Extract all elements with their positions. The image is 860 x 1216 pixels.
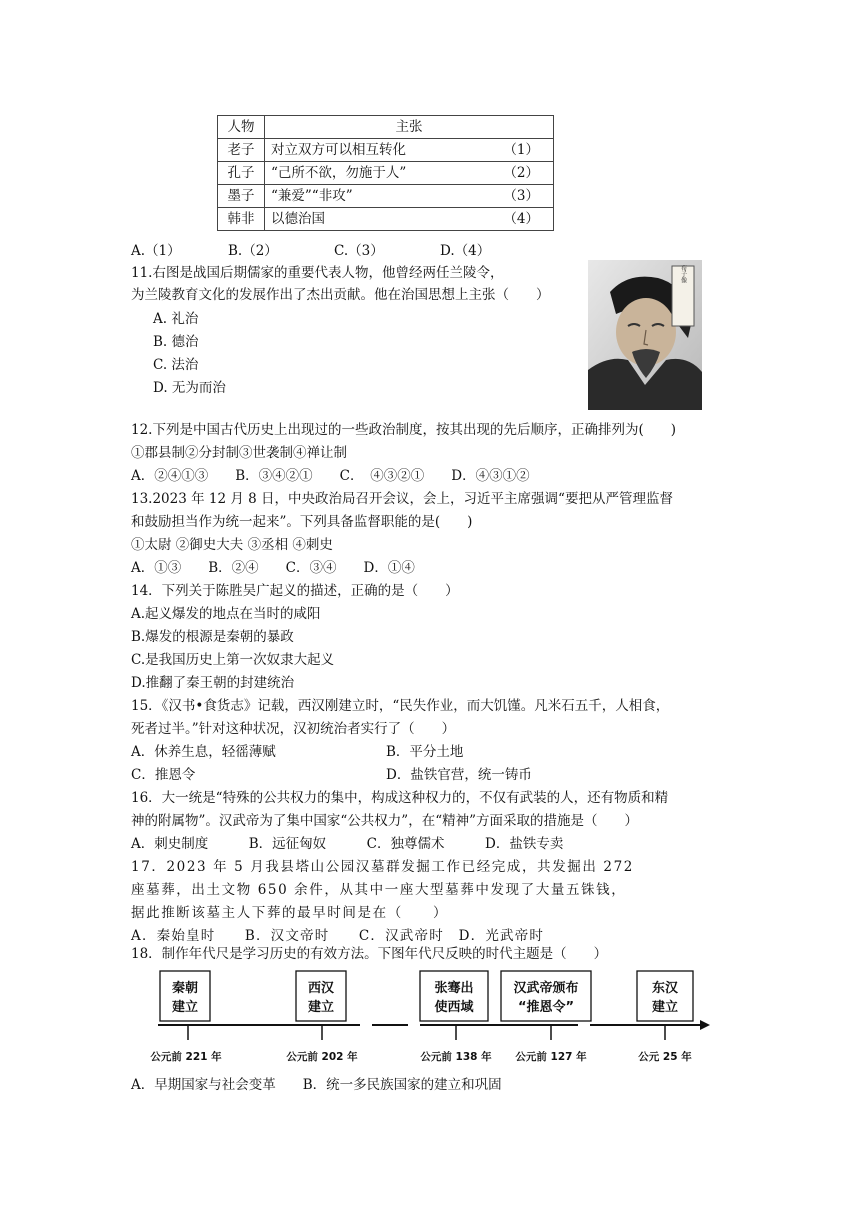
q15-option-a: A．休养生息，轻徭薄赋 (131, 744, 276, 760)
q17-stem: 17．2023 年 5 月我县塔山公园汉墓群发掘工作已经完成，共发掘出 272 (131, 859, 634, 875)
table-row (218, 185, 554, 208)
table-cell: 孔子 (218, 162, 265, 185)
table-cell-number: （4） (503, 211, 539, 227)
timeline-event-label: 西汉 (307, 981, 335, 996)
q16-stem: 神的附属物”。汉武帝为了集中国家“公共权力”，在“精神”方面采取的措施是（ ） (131, 813, 639, 829)
q10-option-b: B.（2） (228, 243, 278, 259)
q10-option-c: C.（3） (334, 243, 384, 259)
q14-option-c: C.是我国历史上第一次奴隶大起义 (131, 652, 335, 668)
q15-option-b: B．平分土地 (386, 744, 464, 760)
q17-stem: 据此推断该墓主人下葬的最早时间是在（ ） (131, 905, 449, 921)
table-row (218, 208, 554, 231)
q13-stem: ①太尉 ②御史大夫 ③丞相 ④刺史 (131, 537, 333, 553)
timeline-event-label: 秦朝 (171, 981, 199, 996)
q12-stem: ①郡县制②分封制③世袭制④禅让制 (131, 445, 347, 461)
table-cell-number: （1） (503, 142, 539, 158)
timeline-date: 公元前 138 年 (420, 1051, 492, 1063)
timeline-date: 公元 25 年 (638, 1051, 692, 1063)
q11-option-b: B. 德治 (153, 334, 199, 350)
q11-option-c: C. 法治 (153, 357, 199, 373)
q13-options: A．①③ B．②④ C．③④ D．①④ (131, 560, 415, 576)
q15-option-d: D．盐铁官营，统一铸币 (386, 767, 532, 783)
timeline-event-label: 建立 (651, 1000, 679, 1015)
q15-option-c: C．推恩令 (131, 767, 196, 783)
timeline-event-label: 使西域 (434, 1000, 474, 1015)
q17-options: A．秦始皇时 B．汉文帝时 C．汉武帝时 D．光武帝时 (131, 928, 545, 944)
q14-stem: 14．下列关于陈胜吴广起义的描述，正确的是（ ） (131, 583, 459, 599)
q18-stem: 18．制作年代尺是学习历史的有效方法。下图年代尺反映的时代主题是（ ） (131, 946, 608, 962)
table-cell: 老子 (218, 139, 265, 162)
q11-stem: 11.右图是战国后期儒家的重要代表人物，他曾经两任兰陵令， (131, 265, 504, 281)
timeline-date: 公元前 202 年 (286, 1051, 358, 1063)
timeline-event-label: 汉武帝颁布 (513, 981, 579, 996)
q11-option-d: D. 无为而治 (153, 380, 226, 396)
timeline-diagram (150, 968, 710, 1068)
q16-options: A．刺史制度 B．远征匈奴 C．独尊儒术 D．盐铁专卖 (131, 836, 564, 852)
table-cell: 以德治国 (271, 211, 325, 227)
table-cell: 墨子 (218, 185, 265, 208)
timeline-date: 公元前 221 年 (150, 1051, 222, 1063)
timeline-event-label: 张骞出 (434, 981, 474, 996)
q11-option-a: A. 礼治 (153, 311, 199, 327)
table-header: 人物 (218, 116, 265, 139)
table-row (218, 139, 554, 162)
q15-stem: 15．《汉书•食货志》记载，西汉刚建立时，“民失作业，而大饥馑。凡米石五千，人相食， (131, 698, 670, 714)
table-cell: 对立双方可以相互转化 (271, 142, 406, 158)
table-cell: 韩非 (218, 208, 265, 231)
q14-option-a: A.起义爆发的地点在当时的咸阳 (131, 606, 321, 622)
q12-options: A．②④①③ B．③④②① C． ④③②① D．④③①② (131, 468, 530, 484)
q11-stem: 为兰陵教育文化的发展作出了杰出贡献。他在治国思想上主张（ ） (131, 287, 550, 303)
portrait-caption: 荀子像 (679, 265, 687, 283)
q14-option-b: B.爆发的根源是秦朝的暴政 (131, 629, 294, 645)
table-row (218, 162, 554, 185)
q16-stem: 16．大一统是“特殊的公共权力的集中，构成这种权力的，不仅有武装的人，还有物质和精 (131, 790, 669, 806)
table-cell: “兼爱”“非攻” (271, 188, 353, 204)
q13-stem: 13.2023 年 12 月 8 日，中央政治局召开会议，会上，习近平主席强调“要把从严管理监督 (131, 491, 673, 507)
q10-option-a: A.（1） (131, 243, 181, 259)
table-cell-number: （2） (503, 165, 539, 181)
timeline-date: 公元前 127 年 (515, 1051, 587, 1063)
table-header: 主张 (265, 116, 554, 139)
q10-option-d: D.（4） (440, 243, 491, 259)
claims-table (217, 115, 554, 231)
timeline-event-label: 建立 (307, 1000, 335, 1015)
q15-stem: 死者过半。”针对这种状况，汉初统治者实行了（ ） (131, 721, 456, 737)
timeline-event-label: “推恩令” (517, 1000, 575, 1015)
table-cell: “己所不欲，勿施于人” (271, 165, 407, 181)
q12-stem: 12.下列是中国古代历史上出现过的一些政治制度，按其出现的先后顺序，正确排列为( ) (131, 422, 677, 438)
portrait-image (588, 260, 702, 410)
q17-stem: 座墓葬，出土文物 650 余件，从其中一座大型墓葬中发现了大量五铢钱， (131, 882, 627, 898)
table-cell-number: （3） (503, 188, 539, 204)
q13-stem: 和鼓励担当作为统一起来”。下列具备监督职能的是( ) (131, 514, 473, 530)
timeline-event-label: 东汉 (651, 981, 679, 996)
q18-options: A．早期国家与社会变革 B．统一多民族国家的建立和巩固 (131, 1077, 502, 1093)
table-header-row (218, 116, 554, 139)
q14-option-d: D.推翻了秦王朝的封建统治 (131, 675, 295, 691)
timeline-event-label: 建立 (171, 1000, 199, 1015)
